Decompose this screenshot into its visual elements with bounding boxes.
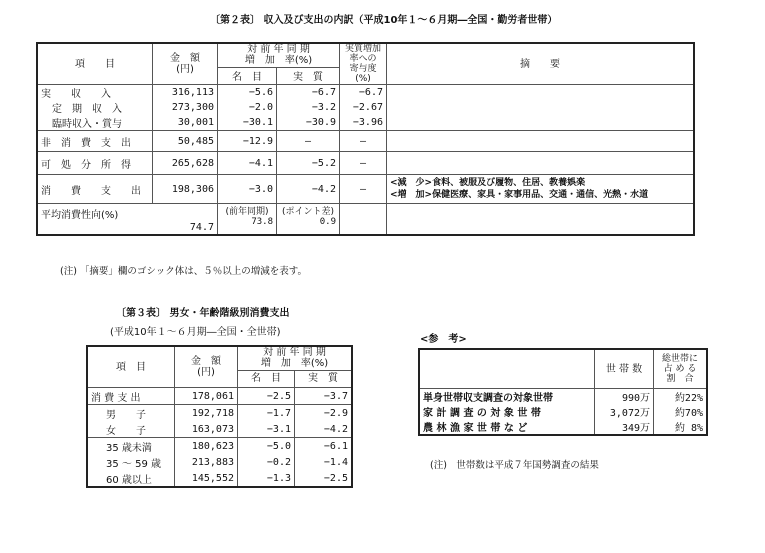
t2-header-amount-label: 金 額 (170, 53, 200, 64)
reference-title: <参 考> (420, 334, 467, 345)
reference-note: (注) 世帯数は平成７年国勢調査の結果 (430, 460, 599, 471)
t2-row-label: 実 収 入 (37, 85, 153, 101)
t2-propensity-cell (37, 204, 218, 236)
table-row (37, 204, 694, 236)
t2-header-contrib-line4: (%) (355, 74, 371, 84)
table-row (419, 419, 707, 435)
t3-row-amount: 213,883 (175, 454, 238, 470)
t2-row-nominal: −30.1 (218, 115, 277, 131)
t3-header-yoy-line2: 増 加 率(%) (260, 358, 329, 370)
ref-row-label: 単身世帯収支調査の対象世帯 (419, 389, 595, 405)
t3-header-amount-label: 金 額 (191, 356, 221, 367)
t2-row-amount: 273,300 (153, 100, 218, 115)
t2-header-contrib-line1: 実質増加 (344, 44, 381, 54)
t2-row-memo (387, 131, 695, 152)
t2-propensity-diff-label: (ポイント差) (281, 207, 335, 217)
t2-header-memo: 摘 要 (387, 43, 695, 85)
table-row (419, 389, 707, 405)
t2-memo-increase: <増 加>保健医療、家具・家事用品、交通・通信、光熱・水道 (390, 190, 649, 200)
t2-memo-consumption (387, 175, 695, 204)
ref-row-households: 990万 (595, 389, 654, 405)
t2-row-label: 定 期 収 入 (37, 100, 153, 115)
t2-row-contrib: −2.67 (340, 100, 387, 115)
t3-row-real: −6.1 (295, 438, 353, 455)
t3-row-nominal: −0.2 (238, 454, 295, 470)
t2-row-amount: 30,001 (153, 115, 218, 131)
t3-row-label: 35 〜 59 歳 (87, 454, 175, 470)
t3-row-nominal: −1.3 (238, 470, 295, 487)
t2-row-nominal: −4.1 (218, 152, 277, 175)
t2-header-contrib (340, 43, 387, 85)
table3-title: 〔第３表〕 男女・年齢階級別消費支出 (116, 308, 290, 319)
reference-table (418, 348, 708, 436)
t2-row-amount: 265,628 (153, 152, 218, 175)
table-row (37, 85, 694, 101)
ref-row-share: 約70% (654, 404, 708, 419)
table-row (87, 470, 352, 487)
ref-header-share-line3: 割 合 (666, 374, 694, 384)
t2-row-memo (387, 152, 695, 175)
t2-propensity-prev-value: 73.8 (251, 217, 273, 227)
t3-row-label: 女 子 (87, 421, 175, 438)
t3-header-yoy (238, 346, 353, 370)
ref-row-households: 349万 (595, 419, 654, 435)
t3-row-nominal: −1.7 (238, 405, 295, 422)
t3-header-nominal: 名 目 (238, 370, 295, 387)
t3-row-amount: 178,061 (175, 388, 238, 405)
table-row (419, 404, 707, 419)
t2-row-nominal: −5.6 (218, 85, 277, 101)
t2-header-contrib-line2: 率への (349, 54, 377, 64)
t2-header-item: 項 目 (37, 43, 153, 85)
table-row (87, 438, 352, 455)
t2-row-real: −5.2 (277, 152, 340, 175)
t2-row-contrib: — (340, 152, 387, 175)
t2-header-amount-unit: (円) (176, 64, 194, 75)
t2-header-yoy (218, 43, 340, 67)
t3-row-nominal: −5.0 (238, 438, 295, 455)
table-row (87, 454, 352, 470)
t2-row-real: −3.2 (277, 100, 340, 115)
t2-row-label: 可 処 分 所 得 (37, 152, 153, 175)
t3-row-amount: 180,623 (175, 438, 238, 455)
ref-row-share: 約22% (654, 389, 708, 405)
t3-row-amount: 192,718 (175, 405, 238, 422)
t2-row-real: — (277, 131, 340, 152)
t2-propensity-diff-value: 0.9 (319, 217, 336, 227)
t3-row-label: 男 子 (87, 405, 175, 422)
t3-header-amount (175, 346, 238, 388)
t3-header-item: 項 目 (87, 346, 175, 388)
t2-row-nominal: −2.0 (218, 100, 277, 115)
table-row (87, 405, 352, 422)
t2-row-real: −30.9 (277, 115, 340, 131)
table3-subtitle: (平成10年１〜６月期―全国・全世帯) (110, 327, 281, 338)
ref-row-share: 約 8% (654, 419, 708, 435)
t3-row-real: −3.7 (295, 388, 353, 405)
t2-propensity-prev (218, 204, 277, 236)
t2-row-real: −4.2 (277, 175, 340, 204)
ref-header-share-line2: 占 め る (663, 364, 697, 374)
t2-row-nominal: −12.9 (218, 131, 277, 152)
table3 (86, 345, 353, 488)
t3-row-label: 消 費 支 出 (87, 388, 175, 405)
t2-header-amount (153, 43, 218, 85)
t3-row-real: −2.9 (295, 405, 353, 422)
ref-row-households: 3,072万 (595, 404, 654, 419)
t2-propensity-prev-label: (前年同期) (225, 207, 269, 217)
table2-note: (注) 「摘要」欄のゴシック体は、５％以上の増減を表す。 (60, 266, 307, 277)
table2 (36, 42, 695, 236)
t2-memo-decrease: <減 少>食料、被服及び履物、住居、教養娯楽 (390, 178, 586, 188)
t2-header-yoy-line1: 対 前 年 同 期 (247, 44, 310, 56)
t2-header-yoy-line2: 増 加 率(%) (244, 55, 313, 67)
t3-row-amount: 163,073 (175, 421, 238, 438)
table-row (37, 152, 694, 175)
t3-header-amount-unit: (円) (197, 367, 215, 378)
t2-row-contrib: −6.7 (340, 85, 387, 101)
t2-row-contrib: — (340, 131, 387, 152)
t3-row-label: 60 歳以上 (87, 470, 175, 487)
table-row (37, 175, 694, 204)
t2-row-amount: 316,113 (153, 85, 218, 101)
t2-propensity-label: 平均消費性向(%) (41, 210, 119, 221)
t2-row-label: 臨時収入・賞与 (37, 115, 153, 131)
t2-row-label: 消 費 支 出 (37, 175, 153, 204)
t3-row-real: −2.5 (295, 470, 353, 487)
ref-header-blank (419, 349, 595, 389)
table-row (37, 131, 694, 152)
t2-header-nominal: 名 目 (218, 67, 277, 84)
t2-row-contrib: −3.96 (340, 115, 387, 131)
t3-row-amount: 145,552 (175, 470, 238, 487)
t3-header-yoy-line1: 対 前 年 同 期 (263, 347, 326, 359)
ref-header-share-line1: 総世帯に (661, 354, 698, 364)
ref-row-label: 家 計 調 査 の 対 象 世 帯 (419, 404, 595, 419)
table-row (87, 421, 352, 438)
table-row (87, 388, 352, 405)
ref-header-households: 世 帯 数 (595, 349, 654, 389)
t2-row-nominal: −3.0 (218, 175, 277, 204)
t2-row-memo (387, 85, 695, 131)
t3-row-nominal: −2.5 (238, 388, 295, 405)
t2-header-real: 実 質 (277, 67, 340, 84)
t2-header-contrib-line3: 寄与度 (349, 64, 377, 74)
t3-row-real: −4.2 (295, 421, 353, 438)
ref-row-label: 農 林 漁 家 世 帯 な ど (419, 419, 595, 435)
t2-row-amount: 50,485 (153, 131, 218, 152)
t2-row-real: −6.7 (277, 85, 340, 101)
t3-row-nominal: −3.1 (238, 421, 295, 438)
t3-header-real: 実 質 (295, 370, 353, 387)
t3-row-label: 35 歳未満 (87, 438, 175, 455)
t2-propensity-value: 74.7 (189, 222, 214, 233)
t2-propensity-memo (387, 204, 695, 236)
t2-propensity-diff (277, 204, 340, 236)
t2-row-contrib: — (340, 175, 387, 204)
t2-row-label: 非 消 費 支 出 (37, 131, 153, 152)
t2-row-amount: 198,306 (153, 175, 218, 204)
ref-header-share (654, 349, 708, 389)
t2-propensity-empty (340, 204, 387, 236)
table2-title: 〔第２表〕 収入及び支出の内訳（平成10年１〜６月期―全国・勤労者世帯） (210, 15, 558, 26)
t3-row-real: −1.4 (295, 454, 353, 470)
